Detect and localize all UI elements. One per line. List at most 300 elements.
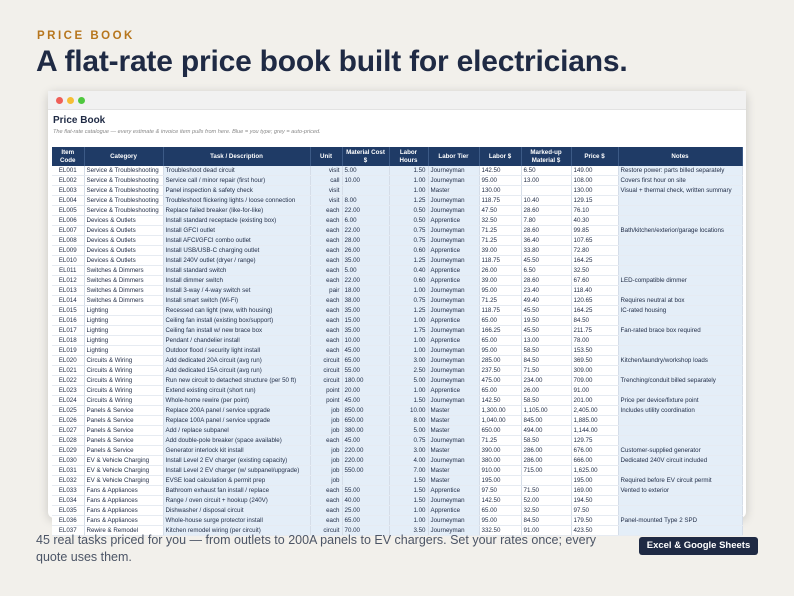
item-code-cell[interactable]: EL010 [52,256,84,266]
labor-hours-cell[interactable]: 0.50 [389,216,428,226]
task-cell[interactable]: EVSE load calculation & permit prep [163,476,310,486]
marked-up-material-cell[interactable]: 10.40 [521,196,571,206]
category-cell[interactable]: Panels & Service [84,426,163,436]
marked-up-material-cell[interactable]: 45.50 [521,256,571,266]
notes-cell[interactable] [618,496,742,506]
notes-cell[interactable] [618,286,742,296]
unit-cell[interactable]: each [310,246,342,256]
labor-hours-cell[interactable]: 1.00 [389,516,428,526]
item-code-cell[interactable]: EL015 [52,306,84,316]
notes-cell[interactable]: Covers first hour on site [618,176,742,186]
material-cost-cell[interactable]: 220.00 [342,446,389,456]
task-cell[interactable]: Add dedicated 15A circuit (avg run) [163,366,310,376]
table-row[interactable] [52,276,742,286]
item-code-cell[interactable]: EL022 [52,376,84,386]
item-code-cell[interactable]: EL026 [52,416,84,426]
labor-cost-cell[interactable]: 32.50 [479,216,521,226]
price-cell[interactable]: 666.00 [571,456,618,466]
notes-cell[interactable]: Price per device/fixture point [618,396,742,406]
material-cost-cell[interactable]: 55.00 [342,486,389,496]
material-cost-cell[interactable]: 45.00 [342,396,389,406]
table-row[interactable] [52,456,742,466]
unit-cell[interactable]: each [310,326,342,336]
labor-hours-cell[interactable]: 1.00 [389,506,428,516]
price-cell[interactable]: 84.50 [571,316,618,326]
unit-cell[interactable]: point [310,396,342,406]
labor-tier-cell[interactable]: Journeyman [428,286,479,296]
labor-tier-cell[interactable]: Apprentice [428,506,479,516]
marked-up-material-cell[interactable]: 58.50 [521,346,571,356]
labor-tier-cell[interactable]: Master [428,476,479,486]
task-cell[interactable]: Add double-pole breaker (space available) [163,436,310,446]
unit-cell[interactable]: job [310,476,342,486]
item-code-cell[interactable]: EL033 [52,486,84,496]
marked-up-material-cell[interactable]: 234.00 [521,376,571,386]
labor-tier-cell[interactable]: Journeyman [428,196,479,206]
labor-hours-cell[interactable]: 5.00 [389,376,428,386]
item-code-cell[interactable]: EL003 [52,186,84,196]
unit-cell[interactable]: each [310,506,342,516]
task-cell[interactable]: Install Level 2 EV charger (existing capacity) [163,456,310,466]
material-cost-cell[interactable]: 28.00 [342,236,389,246]
material-cost-cell[interactable]: 8.00 [342,196,389,206]
labor-hours-cell[interactable]: 1.00 [389,186,428,196]
labor-tier-cell[interactable]: Master [428,416,479,426]
marked-up-material-cell[interactable]: 45.50 [521,306,571,316]
item-code-cell[interactable]: EL034 [52,496,84,506]
item-code-cell[interactable]: EL031 [52,466,84,476]
category-cell[interactable]: Switches & Dimmers [84,276,163,286]
unit-cell[interactable]: circuit [310,376,342,386]
notes-cell[interactable] [618,236,742,246]
price-cell[interactable]: 91.00 [571,386,618,396]
category-cell[interactable]: Lighting [84,346,163,356]
material-cost-cell[interactable]: 65.00 [342,356,389,366]
material-cost-cell[interactable]: 22.00 [342,226,389,236]
item-code-cell[interactable]: EL012 [52,276,84,286]
labor-cost-cell[interactable]: 166.25 [479,326,521,336]
category-cell[interactable]: Service & Troubleshooting [84,166,163,176]
labor-hours-cell[interactable]: 0.50 [389,206,428,216]
material-cost-cell[interactable]: 26.00 [342,246,389,256]
notes-cell[interactable] [618,346,742,356]
labor-hours-cell[interactable]: 1.00 [389,346,428,356]
marked-up-material-cell[interactable]: 494.00 [521,426,571,436]
price-cell[interactable]: 164.25 [571,256,618,266]
labor-hours-cell[interactable]: 1.75 [389,326,428,336]
material-cost-cell[interactable]: 65.00 [342,516,389,526]
labor-tier-cell[interactable]: Apprentice [428,216,479,226]
table-row[interactable] [52,336,742,346]
labor-hours-cell[interactable]: 0.75 [389,296,428,306]
labor-hours-cell[interactable]: 0.40 [389,266,428,276]
labor-cost-cell[interactable]: 130.00 [479,186,521,196]
unit-cell[interactable]: each [310,336,342,346]
unit-cell[interactable]: each [310,316,342,326]
table-row[interactable] [52,446,742,456]
labor-hours-cell[interactable]: 1.00 [389,286,428,296]
unit-cell[interactable]: each [310,216,342,226]
labor-hours-cell[interactable]: 7.00 [389,466,428,476]
notes-cell[interactable] [618,366,742,376]
material-cost-cell[interactable]: 25.00 [342,506,389,516]
material-cost-cell[interactable]: 45.00 [342,346,389,356]
task-cell[interactable]: Replace 100A panel / service upgrade [163,416,310,426]
table-row[interactable] [52,396,742,406]
category-cell[interactable]: Service & Troubleshooting [84,176,163,186]
marked-up-material-cell[interactable]: 13.00 [521,176,571,186]
labor-cost-cell[interactable]: 142.50 [479,396,521,406]
labor-tier-cell[interactable]: Apprentice [428,486,479,496]
marked-up-material-cell[interactable]: 84.50 [521,516,571,526]
price-cell[interactable]: 709.00 [571,376,618,386]
labor-tier-cell[interactable]: Journeyman [428,306,479,316]
labor-hours-cell[interactable]: 0.75 [389,226,428,236]
price-cell[interactable]: 97.50 [571,506,618,516]
notes-cell[interactable] [618,526,742,536]
item-code-cell[interactable]: EL001 [52,166,84,176]
labor-cost-cell[interactable]: 118.75 [479,256,521,266]
price-cell[interactable]: 169.00 [571,486,618,496]
labor-cost-cell[interactable]: 142.50 [479,166,521,176]
marked-up-material-cell[interactable]: 26.00 [521,386,571,396]
category-cell[interactable]: Circuits & Wiring [84,356,163,366]
item-code-cell[interactable]: EL004 [52,196,84,206]
task-cell[interactable]: Pendant / chandelier install [163,336,310,346]
task-cell[interactable]: Recessed can light (new, with housing) [163,306,310,316]
category-cell[interactable]: Lighting [84,326,163,336]
table-row[interactable] [52,416,742,426]
labor-tier-cell[interactable]: Journeyman [428,526,479,536]
material-cost-cell[interactable]: 550.00 [342,466,389,476]
labor-tier-cell[interactable]: Journeyman [428,326,479,336]
price-cell[interactable]: 78.00 [571,336,618,346]
marked-up-material-cell[interactable]: 845.00 [521,416,571,426]
item-code-cell[interactable]: EL036 [52,516,84,526]
labor-cost-cell[interactable]: 39.00 [479,276,521,286]
unit-cell[interactable]: job [310,406,342,416]
price-cell[interactable]: 153.50 [571,346,618,356]
task-cell[interactable]: Troubleshoot flickering lights / loose connection [163,196,310,206]
labor-tier-cell[interactable]: Journeyman [428,226,479,236]
unit-cell[interactable]: job [310,456,342,466]
labor-cost-cell[interactable]: 39.00 [479,246,521,256]
unit-cell[interactable]: each [310,486,342,496]
table-row[interactable] [52,476,742,486]
price-cell[interactable]: 76.10 [571,206,618,216]
labor-hours-cell[interactable]: 1.25 [389,306,428,316]
unit-cell[interactable]: each [310,436,342,446]
labor-hours-cell[interactable]: 3.50 [389,526,428,536]
labor-tier-cell[interactable]: Journeyman [428,296,479,306]
notes-cell[interactable] [618,216,742,226]
labor-tier-cell[interactable]: Journeyman [428,346,479,356]
unit-cell[interactable]: circuit [310,526,342,536]
price-cell[interactable]: 676.00 [571,446,618,456]
table-row[interactable] [52,286,742,296]
labor-tier-cell[interactable]: Journeyman [428,356,479,366]
table-row[interactable] [52,496,742,506]
category-cell[interactable]: Panels & Service [84,406,163,416]
item-code-cell[interactable]: EL017 [52,326,84,336]
labor-tier-cell[interactable]: Master [428,406,479,416]
table-row[interactable] [52,326,742,336]
labor-tier-cell[interactable]: Journeyman [428,236,479,246]
labor-tier-cell[interactable]: Journeyman [428,206,479,216]
material-cost-cell[interactable]: 70.00 [342,526,389,536]
notes-cell[interactable] [618,246,742,256]
material-cost-cell[interactable]: 15.00 [342,316,389,326]
marked-up-material-cell[interactable]: 71.50 [521,486,571,496]
task-cell[interactable]: Install standard receptacle (existing box) [163,216,310,226]
maximize-window-dot[interactable] [78,97,85,104]
notes-cell[interactable]: IC-rated housing [618,306,742,316]
labor-tier-cell[interactable]: Master [428,186,479,196]
unit-cell[interactable]: job [310,466,342,476]
table-row[interactable] [52,506,742,516]
material-cost-cell[interactable]: 22.00 [342,276,389,286]
material-cost-cell[interactable]: 5.00 [342,166,389,176]
table-row[interactable] [52,516,742,526]
item-code-cell[interactable]: EL023 [52,386,84,396]
labor-cost-cell[interactable]: 95.00 [479,286,521,296]
category-cell[interactable]: Switches & Dimmers [84,286,163,296]
labor-hours-cell[interactable]: 4.00 [389,456,428,466]
price-cell[interactable]: 108.00 [571,176,618,186]
notes-cell[interactable] [618,206,742,216]
price-cell[interactable]: 309.00 [571,366,618,376]
category-cell[interactable]: Circuits & Wiring [84,376,163,386]
notes-cell[interactable]: Customer-supplied generator [618,446,742,456]
task-cell[interactable]: Add / replace subpanel [163,426,310,436]
item-code-cell[interactable]: EL016 [52,316,84,326]
unit-cell[interactable]: pair [310,286,342,296]
category-cell[interactable]: Fans & Appliances [84,506,163,516]
notes-cell[interactable]: Requires neutral at box [618,296,742,306]
task-cell[interactable]: Install 240V outlet (dryer / range) [163,256,310,266]
category-cell[interactable]: Lighting [84,306,163,316]
labor-tier-cell[interactable]: Apprentice [428,276,479,286]
price-cell[interactable]: 129.15 [571,196,618,206]
price-cell[interactable]: 107.65 [571,236,618,246]
task-cell[interactable]: Add dedicated 20A circuit (avg run) [163,356,310,366]
item-code-cell[interactable]: EL025 [52,406,84,416]
notes-cell[interactable] [618,266,742,276]
marked-up-material-cell[interactable]: 71.50 [521,366,571,376]
unit-cell[interactable]: each [310,346,342,356]
labor-cost-cell[interactable]: 332.50 [479,526,521,536]
marked-up-material-cell[interactable] [521,476,571,486]
unit-cell[interactable]: each [310,276,342,286]
category-cell[interactable]: Panels & Service [84,446,163,456]
table-row[interactable] [52,386,742,396]
labor-hours-cell[interactable]: 1.00 [389,336,428,346]
unit-cell[interactable]: each [310,256,342,266]
task-cell[interactable]: Install GFCI outlet [163,226,310,236]
category-cell[interactable]: Devices & Outlets [84,226,163,236]
material-cost-cell[interactable]: 10.00 [342,176,389,186]
labor-cost-cell[interactable]: 118.75 [479,306,521,316]
item-code-cell[interactable]: EL013 [52,286,84,296]
item-code-cell[interactable]: EL011 [52,266,84,276]
labor-tier-cell[interactable]: Journeyman [428,456,479,466]
price-cell[interactable]: 149.00 [571,166,618,176]
labor-tier-cell[interactable]: Journeyman [428,256,479,266]
material-cost-cell[interactable]: 35.00 [342,306,389,316]
notes-cell[interactable]: Restore power: parts billed separately [618,166,742,176]
category-cell[interactable]: EV & Vehicle Charging [84,466,163,476]
labor-hours-cell[interactable]: 1.50 [389,476,428,486]
price-cell[interactable]: 32.50 [571,266,618,276]
material-cost-cell[interactable]: 10.00 [342,336,389,346]
price-cell[interactable]: 194.50 [571,496,618,506]
labor-cost-cell[interactable]: 65.00 [479,316,521,326]
notes-cell[interactable] [618,336,742,346]
notes-cell[interactable]: Panel-mounted Type 2 SPD [618,516,742,526]
category-cell[interactable]: Devices & Outlets [84,246,163,256]
labor-cost-cell[interactable]: 390.00 [479,446,521,456]
task-cell[interactable]: Ceiling fan install (existing box/support) [163,316,310,326]
table-row[interactable] [52,186,742,196]
labor-hours-cell[interactable]: 3.00 [389,446,428,456]
labor-cost-cell[interactable]: 95.00 [479,516,521,526]
notes-cell[interactable] [618,416,742,426]
price-cell[interactable]: 2,405.00 [571,406,618,416]
notes-cell[interactable]: Kitchen/laundry/workshop loads [618,356,742,366]
marked-up-material-cell[interactable]: 32.50 [521,506,571,516]
item-code-cell[interactable]: EL032 [52,476,84,486]
labor-hours-cell[interactable]: 0.75 [389,436,428,446]
category-cell[interactable]: Service & Troubleshooting [84,186,163,196]
marked-up-material-cell[interactable]: 58.50 [521,436,571,446]
labor-hours-cell[interactable]: 1.50 [389,166,428,176]
price-cell[interactable]: 195.00 [571,476,618,486]
labor-hours-cell[interactable]: 1.00 [389,386,428,396]
close-window-dot[interactable] [56,97,63,104]
notes-cell[interactable]: Bath/kitchen/exterior/garage locations [618,226,742,236]
labor-cost-cell[interactable]: 1,040.00 [479,416,521,426]
unit-cell[interactable]: call [310,176,342,186]
table-row[interactable] [52,466,742,476]
item-code-cell[interactable]: EL019 [52,346,84,356]
task-cell[interactable]: Range / oven circuit + hookup (240V) [163,496,310,506]
material-cost-cell[interactable]: 22.00 [342,206,389,216]
labor-cost-cell[interactable]: 118.75 [479,196,521,206]
marked-up-material-cell[interactable]: 45.50 [521,326,571,336]
table-row[interactable] [52,266,742,276]
marked-up-material-cell[interactable]: 7.80 [521,216,571,226]
marked-up-material-cell[interactable]: 13.00 [521,336,571,346]
labor-cost-cell[interactable]: 285.00 [479,356,521,366]
unit-cell[interactable]: visit [310,166,342,176]
table-row[interactable] [52,246,742,256]
category-cell[interactable]: Switches & Dimmers [84,296,163,306]
task-cell[interactable]: Run new circuit to detached structure (per 50 ft) [163,376,310,386]
labor-cost-cell[interactable]: 71.25 [479,226,521,236]
table-row[interactable] [52,306,742,316]
notes-cell[interactable]: Trenching/conduit billed separately [618,376,742,386]
unit-cell[interactable]: visit [310,196,342,206]
price-cell[interactable]: 1,625.00 [571,466,618,476]
category-cell[interactable]: Panels & Service [84,416,163,426]
labor-cost-cell[interactable]: 237.50 [479,366,521,376]
price-cell[interactable]: 72.80 [571,246,618,256]
task-cell[interactable]: Whole-home rewire (per point) [163,396,310,406]
material-cost-cell[interactable] [342,186,389,196]
labor-tier-cell[interactable]: Master [428,446,479,456]
table-row[interactable] [52,216,742,226]
item-code-cell[interactable]: EL009 [52,246,84,256]
labor-cost-cell[interactable]: 650.00 [479,426,521,436]
material-cost-cell[interactable]: 45.00 [342,436,389,446]
marked-up-material-cell[interactable] [521,186,571,196]
marked-up-material-cell[interactable]: 28.60 [521,276,571,286]
table-row[interactable] [52,436,742,446]
marked-up-material-cell[interactable]: 28.60 [521,206,571,216]
notes-cell[interactable] [618,256,742,266]
labor-cost-cell[interactable]: 380.00 [479,456,521,466]
labor-hours-cell[interactable]: 0.75 [389,236,428,246]
item-code-cell[interactable]: EL021 [52,366,84,376]
category-cell[interactable]: Devices & Outlets [84,256,163,266]
price-cell[interactable]: 129.75 [571,436,618,446]
labor-hours-cell[interactable]: 2.50 [389,366,428,376]
table-row[interactable] [52,226,742,236]
material-cost-cell[interactable]: 220.00 [342,456,389,466]
labor-cost-cell[interactable]: 71.25 [479,296,521,306]
labor-cost-cell[interactable]: 95.00 [479,346,521,356]
labor-cost-cell[interactable]: 195.00 [479,476,521,486]
material-cost-cell[interactable]: 850.00 [342,406,389,416]
price-cell[interactable]: 40.30 [571,216,618,226]
labor-hours-cell[interactable]: 0.60 [389,276,428,286]
labor-tier-cell[interactable]: Apprentice [428,336,479,346]
labor-tier-cell[interactable]: Master [428,426,479,436]
labor-hours-cell[interactable]: 1.00 [389,316,428,326]
price-cell[interactable]: 120.65 [571,296,618,306]
labor-tier-cell[interactable]: Apprentice [428,266,479,276]
labor-tier-cell[interactable]: Journeyman [428,366,479,376]
task-cell[interactable]: Kitchen remodel wiring (per circuit) [163,526,310,536]
labor-cost-cell[interactable]: 71.25 [479,436,521,446]
table-row[interactable] [52,356,742,366]
labor-hours-cell[interactable]: 1.00 [389,176,428,186]
price-cell[interactable]: 201.00 [571,396,618,406]
marked-up-material-cell[interactable]: 84.50 [521,356,571,366]
labor-cost-cell[interactable]: 95.00 [479,176,521,186]
price-cell[interactable]: 164.25 [571,306,618,316]
item-code-cell[interactable]: EL020 [52,356,84,366]
notes-cell[interactable]: Visual + thermal check, written summary [618,186,742,196]
notes-cell[interactable] [618,316,742,326]
material-cost-cell[interactable]: 18.00 [342,286,389,296]
notes-cell[interactable] [618,386,742,396]
table-row[interactable] [52,176,742,186]
category-cell[interactable]: Devices & Outlets [84,236,163,246]
labor-tier-cell[interactable]: Journeyman [428,396,479,406]
price-cell[interactable]: 1,144.00 [571,426,618,436]
material-cost-cell[interactable]: 55.00 [342,366,389,376]
item-code-cell[interactable]: EL029 [52,446,84,456]
labor-cost-cell[interactable]: 65.00 [479,336,521,346]
task-cell[interactable]: Replace failed breaker (like-for-like) [163,206,310,216]
material-cost-cell[interactable]: 40.00 [342,496,389,506]
unit-cell[interactable]: each [310,206,342,216]
unit-cell[interactable]: each [310,266,342,276]
category-cell[interactable]: Devices & Outlets [84,216,163,226]
unit-cell[interactable]: each [310,496,342,506]
price-cell[interactable]: 99.85 [571,226,618,236]
